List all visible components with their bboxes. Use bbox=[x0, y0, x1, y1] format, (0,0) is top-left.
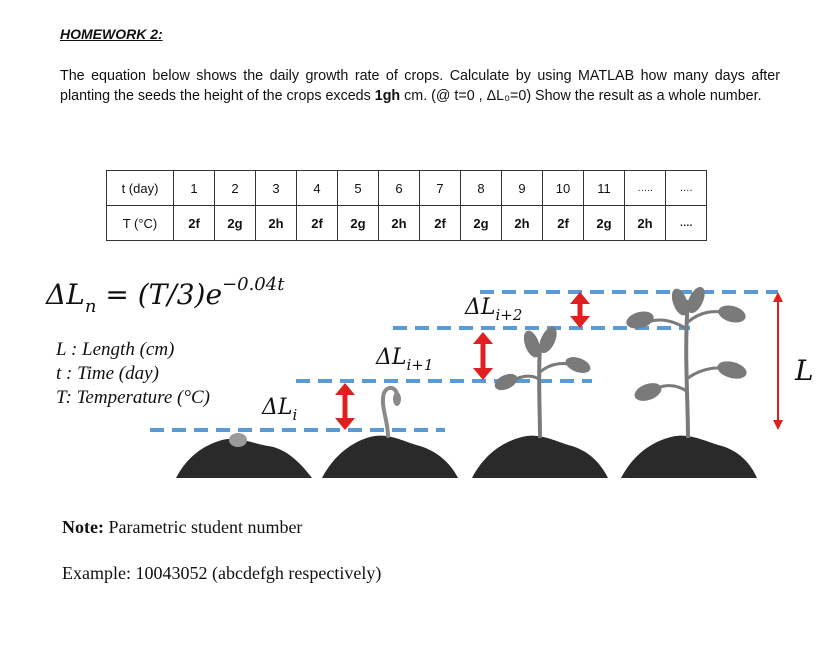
equation-rhs: = (T/3)e bbox=[105, 278, 223, 311]
legend-time: t : Time (day) bbox=[56, 363, 159, 384]
note-label: Note: bbox=[62, 517, 104, 537]
day-cell: 9 bbox=[502, 171, 543, 206]
temperature-cell: 2f bbox=[297, 206, 338, 241]
problem-bold-value: 1gh bbox=[374, 88, 401, 104]
temperature-cell: 2f bbox=[543, 206, 584, 241]
mature-plant-icon bbox=[624, 284, 748, 438]
problem-text-2: cm. (@ t=0 , ΔL₀=0) Show the result as a whole number. bbox=[400, 88, 762, 104]
temperature-header: T (°C) bbox=[107, 206, 174, 241]
soil-mounds bbox=[176, 436, 757, 478]
temperature-cell: …. bbox=[666, 206, 707, 241]
temperature-cell: 2g bbox=[338, 206, 379, 241]
label-delta-i2: $\Delta L_{i+2}$ bbox=[465, 295, 523, 324]
day-cell: 8 bbox=[461, 171, 502, 206]
day-cell: 10 bbox=[543, 171, 584, 206]
legend-length: L : Length (cm) bbox=[56, 339, 175, 360]
day-cell: 6 bbox=[379, 171, 420, 206]
soil-mound-3 bbox=[472, 436, 608, 478]
soil-mound-2 bbox=[322, 436, 458, 478]
label-delta-i: $\Delta L_i$ bbox=[262, 395, 298, 424]
temperature-cell: 2h bbox=[502, 206, 543, 241]
temperature-cell: 2h bbox=[625, 206, 666, 241]
day-cell: 3 bbox=[256, 171, 297, 206]
day-header: t (day) bbox=[107, 171, 174, 206]
growth-arrows bbox=[335, 292, 590, 430]
temperature-cell: 2f bbox=[174, 206, 215, 241]
equation-lhs: ΔL bbox=[46, 278, 85, 311]
temperature-cell: 2f bbox=[420, 206, 461, 241]
day-cell: …. bbox=[666, 171, 707, 206]
equation-exponent: −0.04t bbox=[222, 274, 285, 295]
day-cell: 4 bbox=[297, 171, 338, 206]
temperature-cell: 2h bbox=[256, 206, 297, 241]
total-length-arrow bbox=[773, 292, 783, 430]
day-cell: ….. bbox=[625, 171, 666, 206]
example: Example: 10043052 (abcdefgh respectively) bbox=[62, 563, 382, 583]
temperature-cell: 2g bbox=[215, 206, 256, 241]
problem-text-1: The equation below shows the daily growth rate of crops. Calculate by using MATLAB how many days after planting the seeds the height of the crops exceds bbox=[60, 68, 780, 104]
day-cell: 2 bbox=[215, 171, 256, 206]
day-cell: 1 bbox=[174, 171, 215, 206]
temperature-cell: 2g bbox=[584, 206, 625, 241]
note bbox=[62, 517, 302, 538]
label-total-length: L bbox=[795, 354, 814, 387]
equation-lhs-subscript: n bbox=[84, 296, 97, 317]
day-cell: 11 bbox=[584, 171, 625, 206]
temperature-cell: 2g bbox=[461, 206, 502, 241]
temperature-cell: 2h bbox=[379, 206, 420, 241]
label-delta-i1: $\Delta L_{i+1}$ bbox=[376, 345, 434, 374]
day-cell: 7 bbox=[420, 171, 461, 206]
day-cell: 5 bbox=[338, 171, 379, 206]
legend-temperature: T: Temperature (°C) bbox=[56, 387, 210, 408]
note-text: Parametric student number bbox=[103, 517, 303, 537]
homework-title: HOMEWORK 2: bbox=[60, 26, 163, 42]
sprout-leaf-icon bbox=[393, 392, 401, 406]
soil-mound-4 bbox=[621, 436, 757, 478]
seed-icon bbox=[229, 433, 247, 447]
